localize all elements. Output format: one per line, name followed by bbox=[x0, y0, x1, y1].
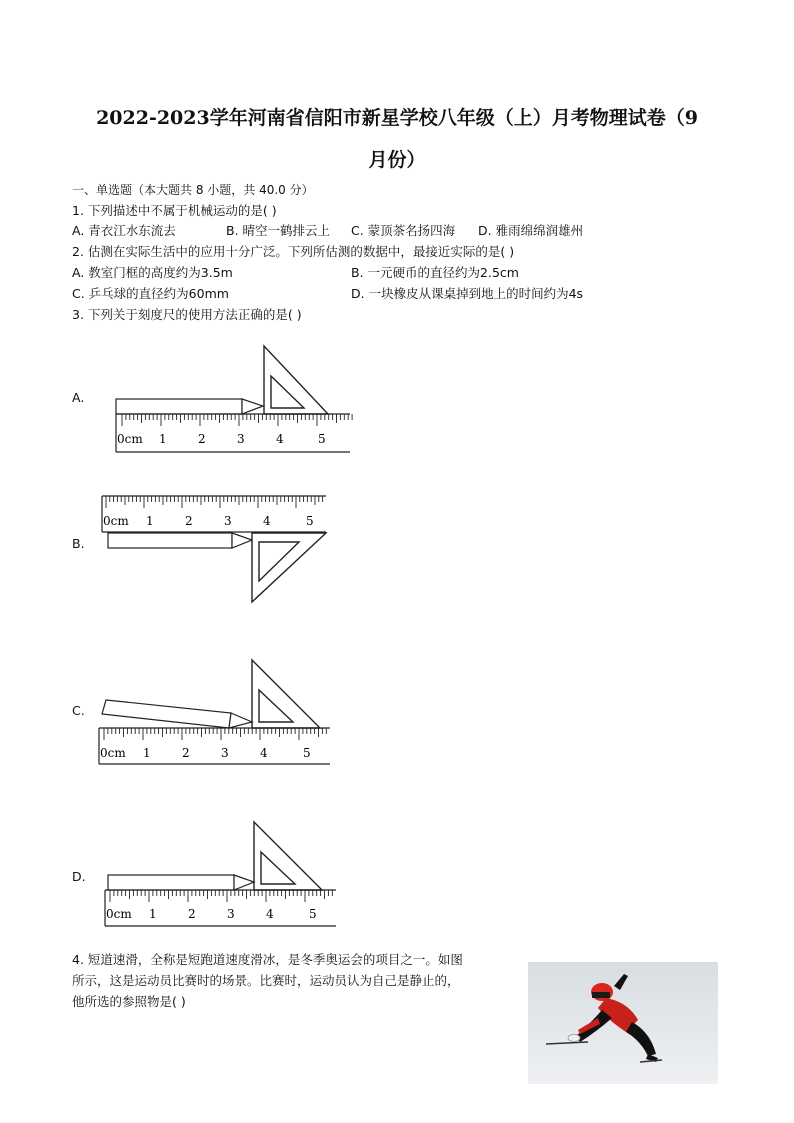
ruler-label-2: 2 bbox=[185, 514, 193, 528]
ruler-label-1: 1 bbox=[146, 514, 154, 528]
ruler-label-2: 2 bbox=[188, 907, 196, 921]
ruler-label-3: 3 bbox=[237, 432, 245, 446]
question-3-option-d-label: D. bbox=[72, 869, 86, 884]
question-2-option-d: D. 一块橡皮从课桌掉到地上的时间约为4s bbox=[351, 286, 584, 301]
question-3-option-a-label: A. bbox=[72, 390, 85, 405]
document-title-line1: 2022-2023学年河南省信阳市新星学校八年级（上）月考物理试卷（9 bbox=[96, 107, 698, 129]
pencil-tip bbox=[232, 533, 252, 548]
ruler-label-1: 1 bbox=[149, 907, 157, 921]
question-2-stem: 2. 估测在实际生活中的应用十分广泛。下列所估测的数据中，最接近实际的是( ) bbox=[72, 244, 515, 259]
question-3-figure-c bbox=[94, 656, 338, 771]
ruler-ticks bbox=[104, 728, 326, 740]
question-2-option-a: A. 教室门框的高度约为3.5m bbox=[72, 265, 233, 280]
speed-skater-photo bbox=[528, 962, 718, 1084]
question-1-stem: 1. 下列描述中不属于机械运动的是( ) bbox=[72, 203, 277, 218]
question-3-stem: 3. 下列关于刻度尺的使用方法正确的是( ) bbox=[72, 307, 302, 322]
ruler-label-2: 2 bbox=[182, 746, 190, 760]
ruler-label-0cm: 0cm bbox=[106, 907, 132, 921]
pencil-tip bbox=[234, 875, 254, 890]
pencil-tip bbox=[242, 399, 263, 414]
ruler-label-5: 5 bbox=[318, 432, 326, 446]
question-3-figure-b bbox=[98, 492, 338, 607]
ruler-label-1: 1 bbox=[159, 432, 167, 446]
ruler-ticks bbox=[106, 496, 323, 508]
question-3-figure-d bbox=[100, 818, 344, 933]
question-2-option-b: B. 一元硬币的直径约为2.5cm bbox=[351, 265, 519, 280]
ruler-label-4: 4 bbox=[266, 907, 274, 921]
pencil-tip bbox=[229, 713, 252, 728]
pencil-body bbox=[108, 875, 234, 890]
section-heading: 一、单选题（本大题共 8 小题，共 40.0 分） bbox=[72, 183, 314, 197]
ruler-label-2: 2 bbox=[198, 432, 206, 446]
question-1-option-c: C. 蒙顶茶名扬四海 bbox=[351, 223, 456, 238]
question-1-option-b: B. 晴空一鹤排云上 bbox=[226, 223, 331, 238]
document-title-line2: 月份） bbox=[368, 149, 426, 171]
pencil-body bbox=[108, 533, 232, 548]
ruler-label-0cm: 0cm bbox=[100, 746, 126, 760]
ruler-label-4: 4 bbox=[276, 432, 284, 446]
ruler-label-4: 4 bbox=[260, 746, 268, 760]
skater-glove bbox=[568, 1035, 580, 1042]
skater-goggles bbox=[592, 992, 610, 998]
question-2-option-c: C. 乒乓球的直径约为60mm bbox=[72, 286, 229, 301]
ruler-label-0cm: 0cm bbox=[117, 432, 143, 446]
question-1-option-a: A. 青衣江水东流去 bbox=[72, 223, 176, 238]
ruler-label-3: 3 bbox=[221, 746, 229, 760]
question-4-stem-line1: 4. 短道速滑，全称是短跑道速度滑冰，是冬季奥运会的项目之一。如图 bbox=[72, 952, 463, 967]
ruler-label-0cm: 0cm bbox=[103, 514, 129, 528]
ruler-label-5: 5 bbox=[309, 907, 317, 921]
ruler-ticks bbox=[110, 890, 332, 902]
ruler-ticks bbox=[122, 414, 352, 426]
question-4-stem bbox=[72, 949, 512, 1012]
pencil-body bbox=[116, 399, 242, 414]
ruler-label-3: 3 bbox=[227, 907, 235, 921]
question-4-stem-line3: 他所选的参照物是( ) bbox=[72, 994, 186, 1009]
question-3-option-c-label: C. bbox=[72, 703, 85, 718]
ruler-label-5: 5 bbox=[303, 746, 311, 760]
question-3-figure-a bbox=[108, 342, 358, 457]
ruler-label-4: 4 bbox=[263, 514, 271, 528]
pencil-body bbox=[102, 700, 231, 728]
question-4-stem-line2: 所示，这是运动员比赛时的场景。比赛时，运动员认为自己是静止的， bbox=[72, 973, 460, 988]
ruler-label-1: 1 bbox=[143, 746, 151, 760]
question-3-option-b-label: B. bbox=[72, 536, 85, 551]
question-1-option-d: D. 雅雨绵绵润雄州 bbox=[478, 223, 584, 238]
ruler-label-3: 3 bbox=[224, 514, 232, 528]
ruler-label-5: 5 bbox=[306, 514, 314, 528]
